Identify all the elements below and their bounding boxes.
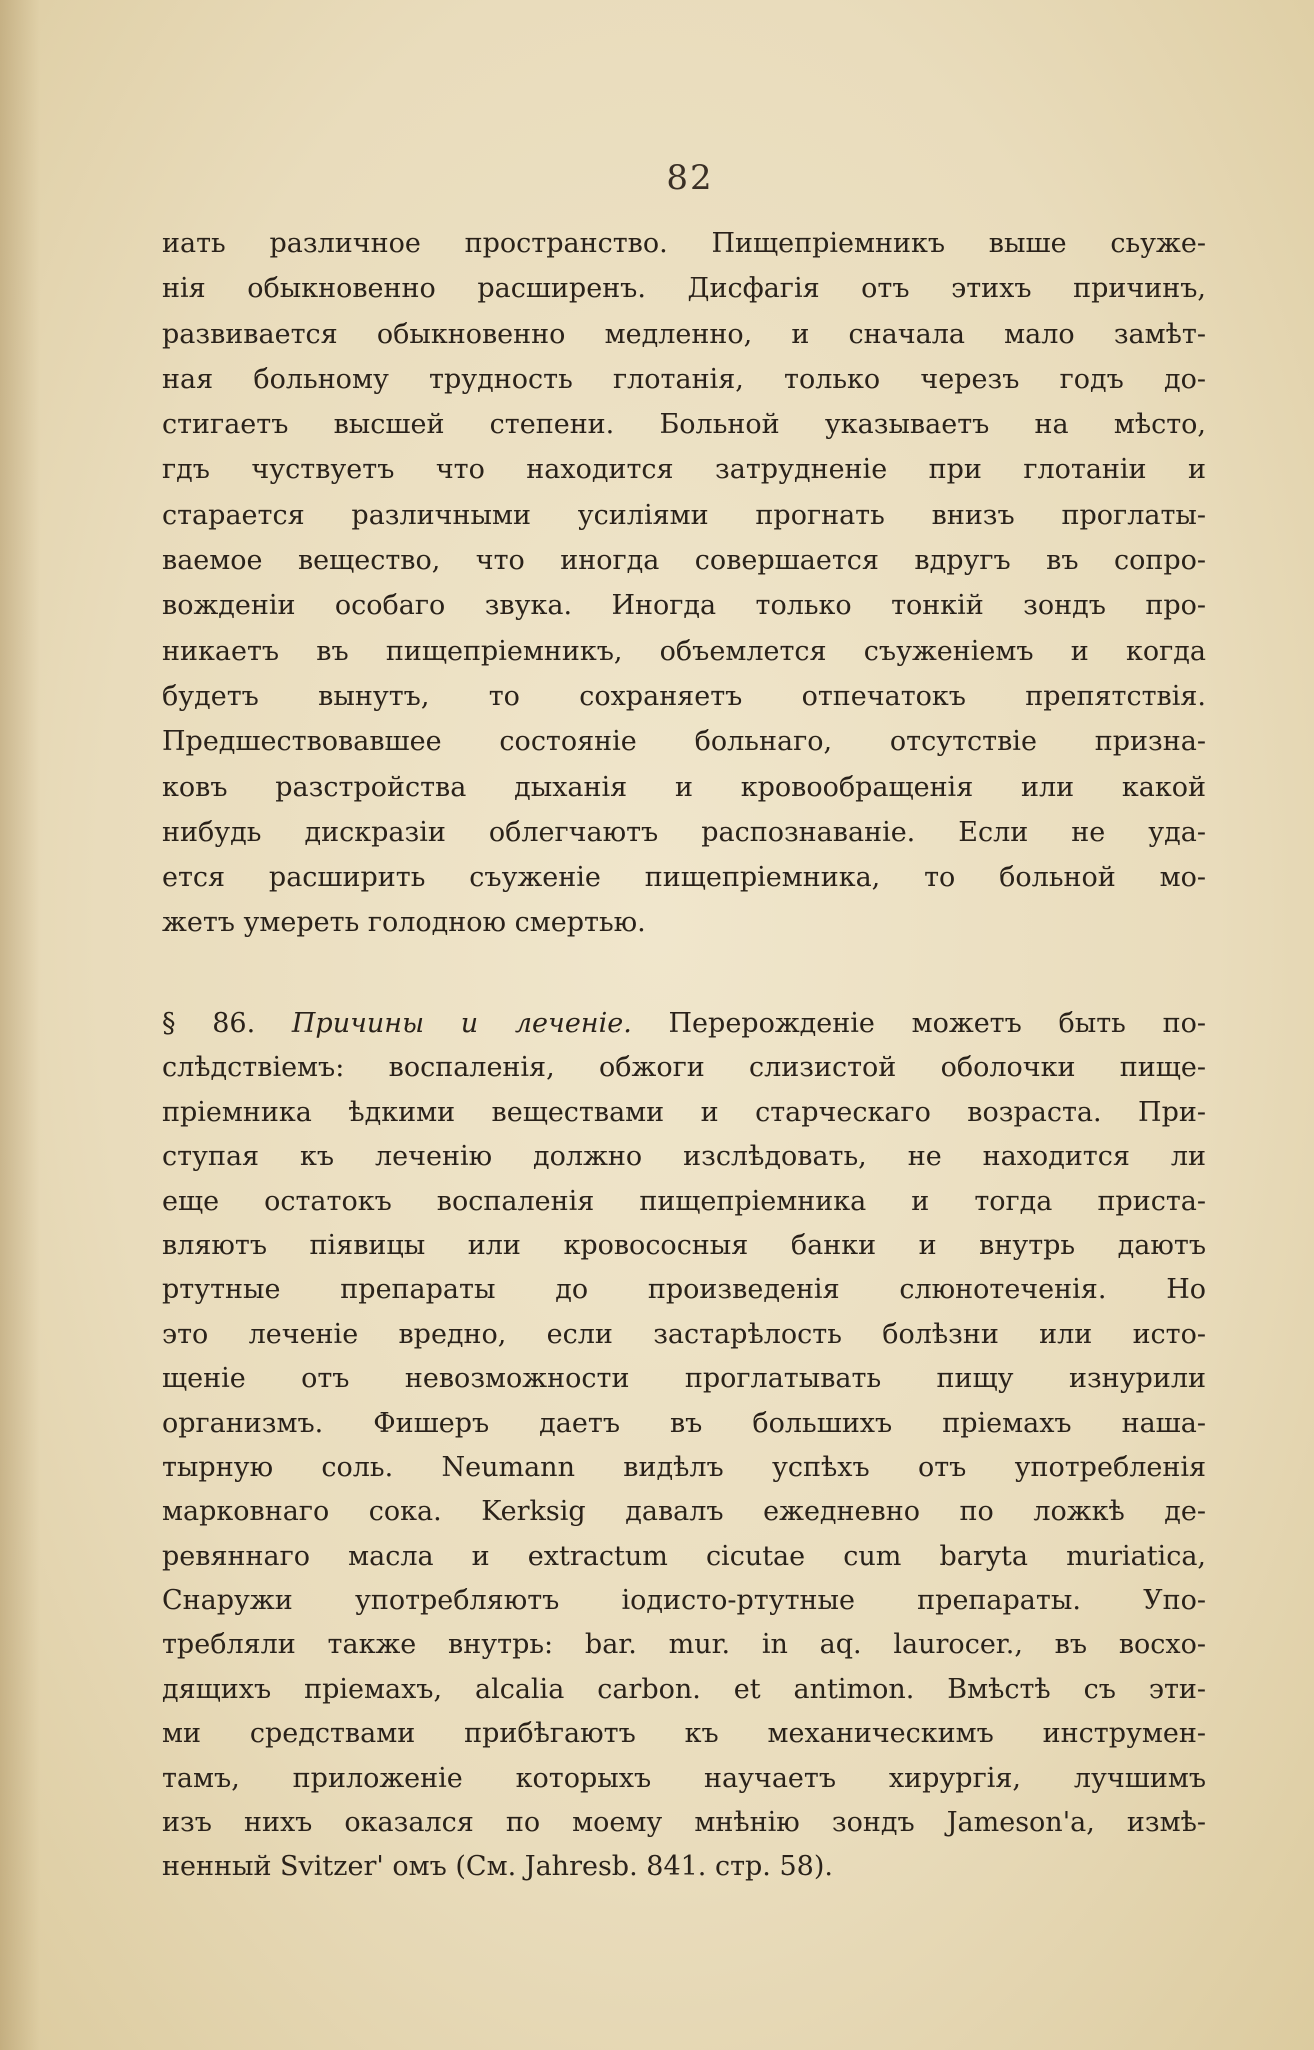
text-line: тырную соль. Neumann видѣлъ успѣхъ отъ употребленія	[162, 1451, 1206, 1483]
section-first-line-text: Перерожденіе можетъ быть по-	[668, 1008, 1206, 1039]
text-line: ковъ разстройства дыханія и кровообращенія или какой	[162, 771, 1206, 803]
text-line: ртутные препараты до произведенія слюнотеченія. Но	[162, 1274, 1206, 1306]
text-line: требляли также внутрь: bar. mur. in aq. laurocer., въ восхо-	[162, 1629, 1206, 1661]
text-line: иать различное пространство. Пищепріемникъ выше сьуже-	[162, 228, 1206, 259]
text-line: ми средствами прибѣгаютъ къ механическимъ инструмен-	[162, 1718, 1206, 1750]
text-line: Предшествовавшее состояніе больнаго, отсутствіе призна-	[162, 726, 1206, 758]
section-first-line	[162, 1002, 1206, 1046]
text-line: слѣдствіемъ: воспаленія, обжоги слизистой оболочки пище-	[162, 1052, 1206, 1084]
text-line: изъ нихъ оказался по моему мнѣнію зондъ Jameson'a, измѣ-	[162, 1807, 1206, 1839]
text-line: марковнаго сока. Kerksig давалъ ежедневно по ложкѣ де-	[162, 1496, 1206, 1528]
text-line: ступая къ леченію должно изслѣдовать, не находится ли	[162, 1141, 1206, 1173]
text-line: вляютъ піявицы или кровососныя банки и внутрь даютъ	[162, 1229, 1206, 1261]
text-line: никаетъ въ пищепріемникъ, объемлется съуженіемъ и когда	[162, 635, 1206, 667]
text-line: ется расширить съуженіе пищепріемника, то больной мо-	[162, 862, 1206, 894]
text-line: нія обыкновенно расширенъ. Дисфагія отъ этихъ причинъ,	[162, 273, 1206, 305]
paragraph-1	[162, 221, 1206, 946]
text-line: нибудь дискразіи облегчаютъ распознаваніе. Если не уда-	[162, 816, 1206, 848]
text-line: ненный Svitzer' омъ (См. Jahresb. 841. стр. 58).	[162, 1851, 833, 1883]
text-line: ваемое вещество, что иногда совершается вдругъ въ сопро-	[162, 545, 1206, 577]
text-line: стигаетъ высшей степени. Больной указываетъ на мѣсто,	[162, 409, 1206, 441]
paragraph-2	[162, 1002, 1206, 1890]
section-heading: Причины и леченіе.	[291, 1008, 632, 1039]
text-line: жетъ умереть голодною смертью.	[162, 907, 646, 939]
text-line: ная больному трудность глотанія, только черезъ годъ до-	[162, 363, 1206, 395]
text-line: пріемника ѣдкими веществами и старческаго возраста. При-	[162, 1096, 1206, 1128]
text-line: будетъ вынутъ, то сохраняетъ отпечатокъ препятствія.	[162, 680, 1206, 712]
text-line: ревяннаго масла и extractum cicutae cum baryta muriatica,	[162, 1540, 1206, 1572]
text-line: Снаружи употребляютъ іодисто-ртутные препараты. Упо-	[162, 1585, 1206, 1617]
section-label: § 86.	[162, 1008, 256, 1039]
text-line: вожденіи особаго звука. Иногда только тонкій зондъ про-	[162, 590, 1206, 622]
text-line: развивается обыкновенно медленно, и сначала мало замѣт-	[162, 318, 1206, 350]
text-line: гдъ чуствуетъ что находится затрудненіе при глотаніи и	[162, 454, 1206, 486]
page-number: 82	[666, 158, 714, 198]
text-line: щеніе отъ невозможности проглатывать пищу изнурили	[162, 1363, 1206, 1395]
text-line: еще остатокъ воспаленія пищепріемника и тогда приста-	[162, 1185, 1206, 1217]
text-line: это леченіе вредно, если застарѣлость болѣзни или исто-	[162, 1318, 1206, 1350]
text-line: тамъ, приложеніе которыхъ научаетъ хирургія, лучшимъ	[162, 1762, 1206, 1794]
text-line: организмъ. Фишеръ даетъ въ большихъ пріемахъ наша-	[162, 1407, 1206, 1439]
spine-shadow	[0, 0, 40, 2050]
text-line: дящихъ пріемахъ, alcalia carbon. et antimon. Вмѣстѣ съ эти-	[162, 1673, 1206, 1705]
text-line: старается различными усиліями прогнать внизъ проглаты-	[162, 499, 1206, 531]
